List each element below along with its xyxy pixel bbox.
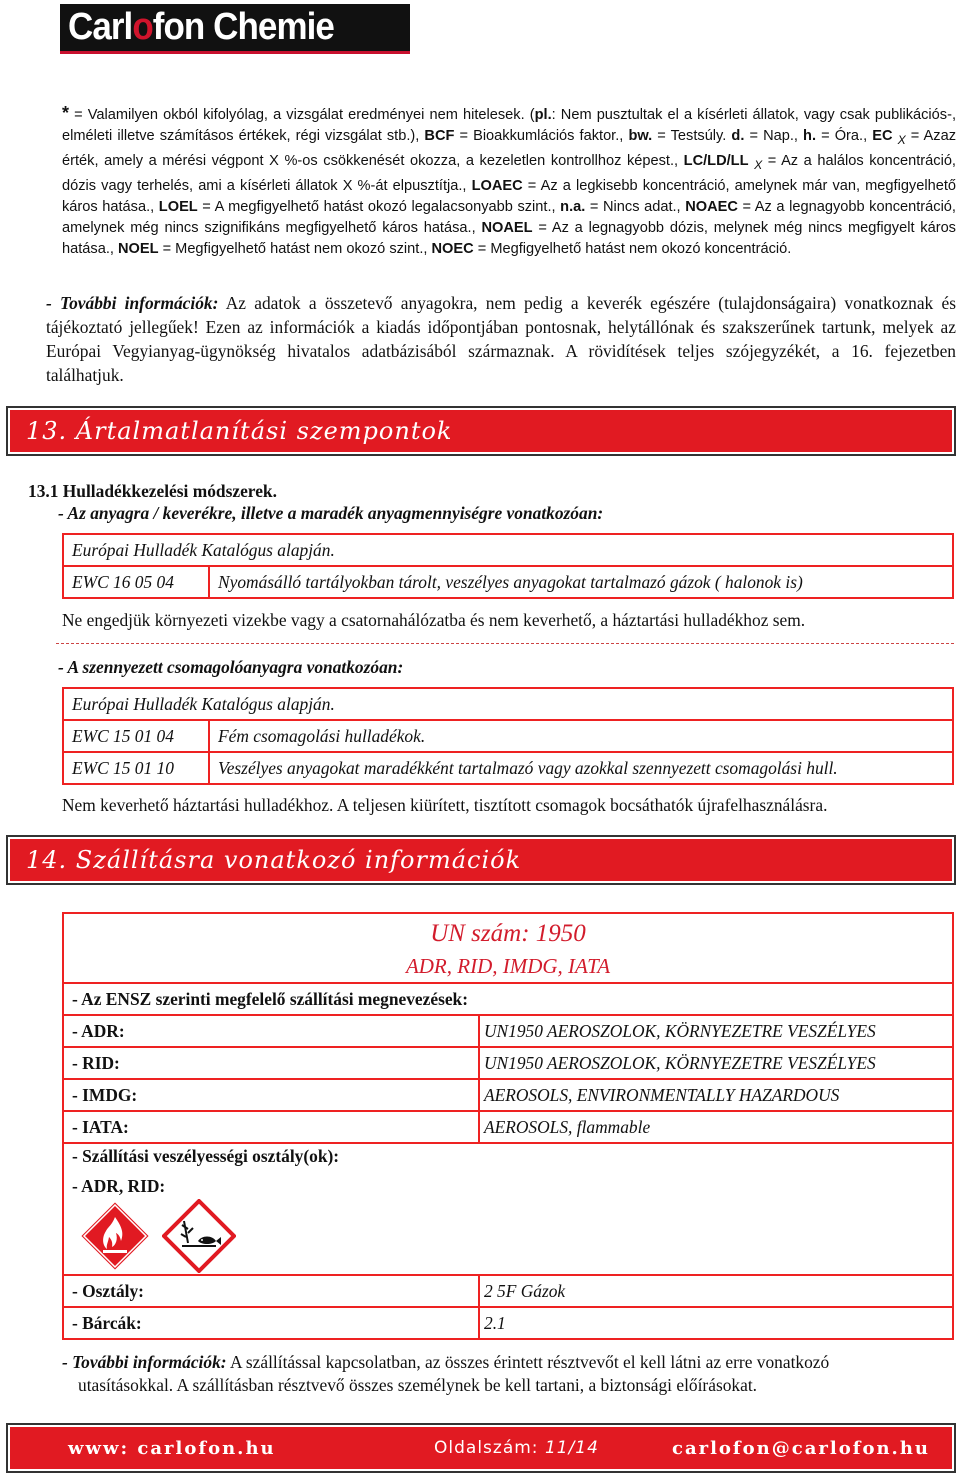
company-logo — [60, 4, 410, 54]
ewc-description: Nyomásálló tartályokban tárolt, veszélyes anyagokat tartalmazó gázok ( halonok is) — [209, 566, 953, 598]
waste-table-substance — [62, 533, 954, 599]
table-head: Európai Hulladék Katalógus alapján. — [63, 534, 953, 566]
section-13-1-title: 13.1 Hulladékkezelési módszerek. — [28, 481, 277, 501]
substance-note: Ne engedjük környezeti vizekbe vagy a csatornahálózatba és nem keverhető, a háztartási hulladékhoz sem. — [62, 610, 806, 630]
transport-info-box — [62, 912, 954, 1340]
ewc-code: EWC 15 01 04 — [63, 720, 209, 752]
ewc-description: Fém csomagolási hulladékok. — [209, 720, 953, 752]
ewc-code: EWC 15 01 10 — [63, 752, 209, 784]
abbreviations-paragraph: * = Valamilyen okból kifolyólag, a vizsgálat eredményei nem hitelesek. (pl.: Nem pusztultak el a kísérleti állatok, vagy csak publikációs-, elméleti illetve számításos értékek, régi vizsgálat stb.), BCF = Bioakkumlációs faktor., bw. = Testsúly. d. = Nap., h. = Óra., EC $_X$ = Azaz érték, amely a mérési végpont X %-os csökkenését okozza, a kezeletlen kontrollhoz képest., LC/LD/LL $_X$ = Az a halálos koncentráció, dózis vagy terhelés, ami a kísérleti állatok X %-át elpusztítja., LOAEC = Az a legkisebb koncentráció, amelynek már van, megfigyelhető káros hatása., LOEL = A megfigyelhető hatást okozó legalacsonyabb szint., n.a. = Nincs adat., NOAEC = Az a legnagyobb koncentráció, amelynek még nincs szignifikáns megfigyelhető káros hatása., NOAEL = Az a legnagyobb dózis, melynek még nincs megfigyelt káros hatása., NOEL = Megfigyelhető hatást nem okozó szint., NOEC = Megfigyelhető hatást nem okozó koncentráció. — [62, 103, 957, 257]
packaging-note: Nem keverhető háztartási hulladékhoz. A teljesen kiürített, tisztított csomagok bocsáthatók újrafelhasználásra. — [62, 795, 828, 815]
footer-website: www: carlofon.hu — [68, 1438, 276, 1459]
transport-additional-info: - További információk: A szállítással kapcsolatban, az összes érintett résztvevőt el kell látni az erre vonatkozó utasításokkal. A szállításban résztvevő összes személynek be kell tartani, a biztonsági előírásokat. — [62, 1352, 830, 1395]
names-heading-row: - Az ENSZ szerinti megfelelő szállítási megnevezések: — [64, 982, 952, 1014]
row-divider — [64, 1142, 952, 1144]
name-row-iata: - IATA: AEROSOLS, flammable — [64, 1110, 952, 1142]
name-row-imdg: - IMDG: AEROSOLS, ENVIRONMENTALLY HAZARDOUS — [64, 1078, 952, 1110]
section-14-header: 14. Szállításra vonatkozó információk — [6, 835, 956, 885]
substance-heading: - Az anyagra / keverékre, illetve a maradék anyagmennyiségre vonatkozóan: — [58, 503, 604, 523]
un-number: UN szám: 1950 — [430, 920, 586, 947]
class-heading: - Szállítási veszélyességi osztály(ok): — [72, 1146, 340, 1166]
logo-text: Carlofon Chemie — [68, 6, 334, 48]
page-footer — [6, 1423, 956, 1473]
table-row — [63, 566, 953, 598]
labels-row: - Bárcák: 2.1 — [64, 1306, 952, 1340]
section-13-header: 13. Ártalmatlanítási szempontok — [6, 406, 956, 456]
class-row: - Osztály: 2 5F Gázok — [64, 1274, 952, 1306]
table-row — [63, 720, 953, 752]
table-head: Európai Hulladék Katalógus alapján. — [63, 688, 953, 720]
name-row-adr: - ADR: UN1950 AEROSZOLOK, KÖRNYEZETRE VESZÉLYES — [64, 1014, 952, 1046]
adr-rid-label: - ADR, RID: — [72, 1176, 166, 1196]
packaging-heading: - A szennyezett csomagolóanyagra vonatkozóan: — [58, 657, 404, 677]
dashed-divider — [56, 643, 954, 644]
flammable-pictogram-icon — [78, 1199, 152, 1273]
footer-page-number: Oldalszám: 11/14 — [434, 1438, 599, 1458]
footer-email: carlofon@carlofon.hu — [671, 1438, 930, 1459]
name-row-rid: - RID: UN1950 AEROSZOLOK, KÖRNYEZETRE VESZÉLYES — [64, 1046, 952, 1078]
ewc-description: Veszélyes anyagokat maradékként tartalmazó vagy azokkal szennyezett csomagolási hull. — [209, 752, 953, 784]
additional-info-paragraph: - További információk: Az adatok a összetevő anyagokra, nem pedig a keverék egészére (tulajdonságaira) vonatkoznak és tájékoztató jellegűek! Ezen az információk a kiadás időpontjában pontosnak, helytállónak és szakszerűnek tartunk, melyek az Európai Vegyianyag-ügynökség hivatalos adatbázisából származnak. A rövidítések teljes szójegyzékét, a 16. fejezetben találhatjuk. — [46, 293, 956, 385]
waste-table-packaging — [62, 687, 954, 785]
table-row — [63, 752, 953, 784]
ewc-code: EWC 16 05 04 — [63, 566, 209, 598]
environment-hazard-pictogram-icon — [162, 1199, 236, 1273]
transport-modes: ADR, RID, IMDG, IATA — [405, 954, 611, 978]
